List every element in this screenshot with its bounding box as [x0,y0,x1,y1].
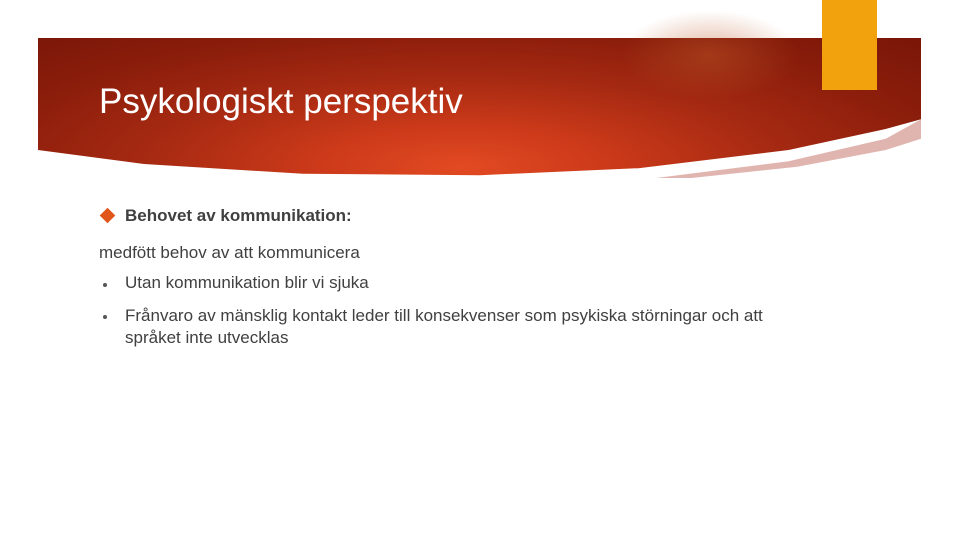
section-subheading: medfött behov av att kommunicera [99,243,360,262]
bullet-item: Frånvaro av mänsklig kontakt leder till konsekvenser som psykiska störningar och att språket inte utvecklas [125,306,763,347]
slide-title: Psykologiskt perspektiv [99,82,463,121]
bullet-item: Utan kommunikation blir vi sjuka [125,273,369,292]
dot-icon [103,315,107,319]
section-heading: Behovet av kommunikation: [125,206,352,225]
accent-block [822,0,877,90]
dot-icon [103,283,107,287]
diamond-icon [100,208,116,224]
